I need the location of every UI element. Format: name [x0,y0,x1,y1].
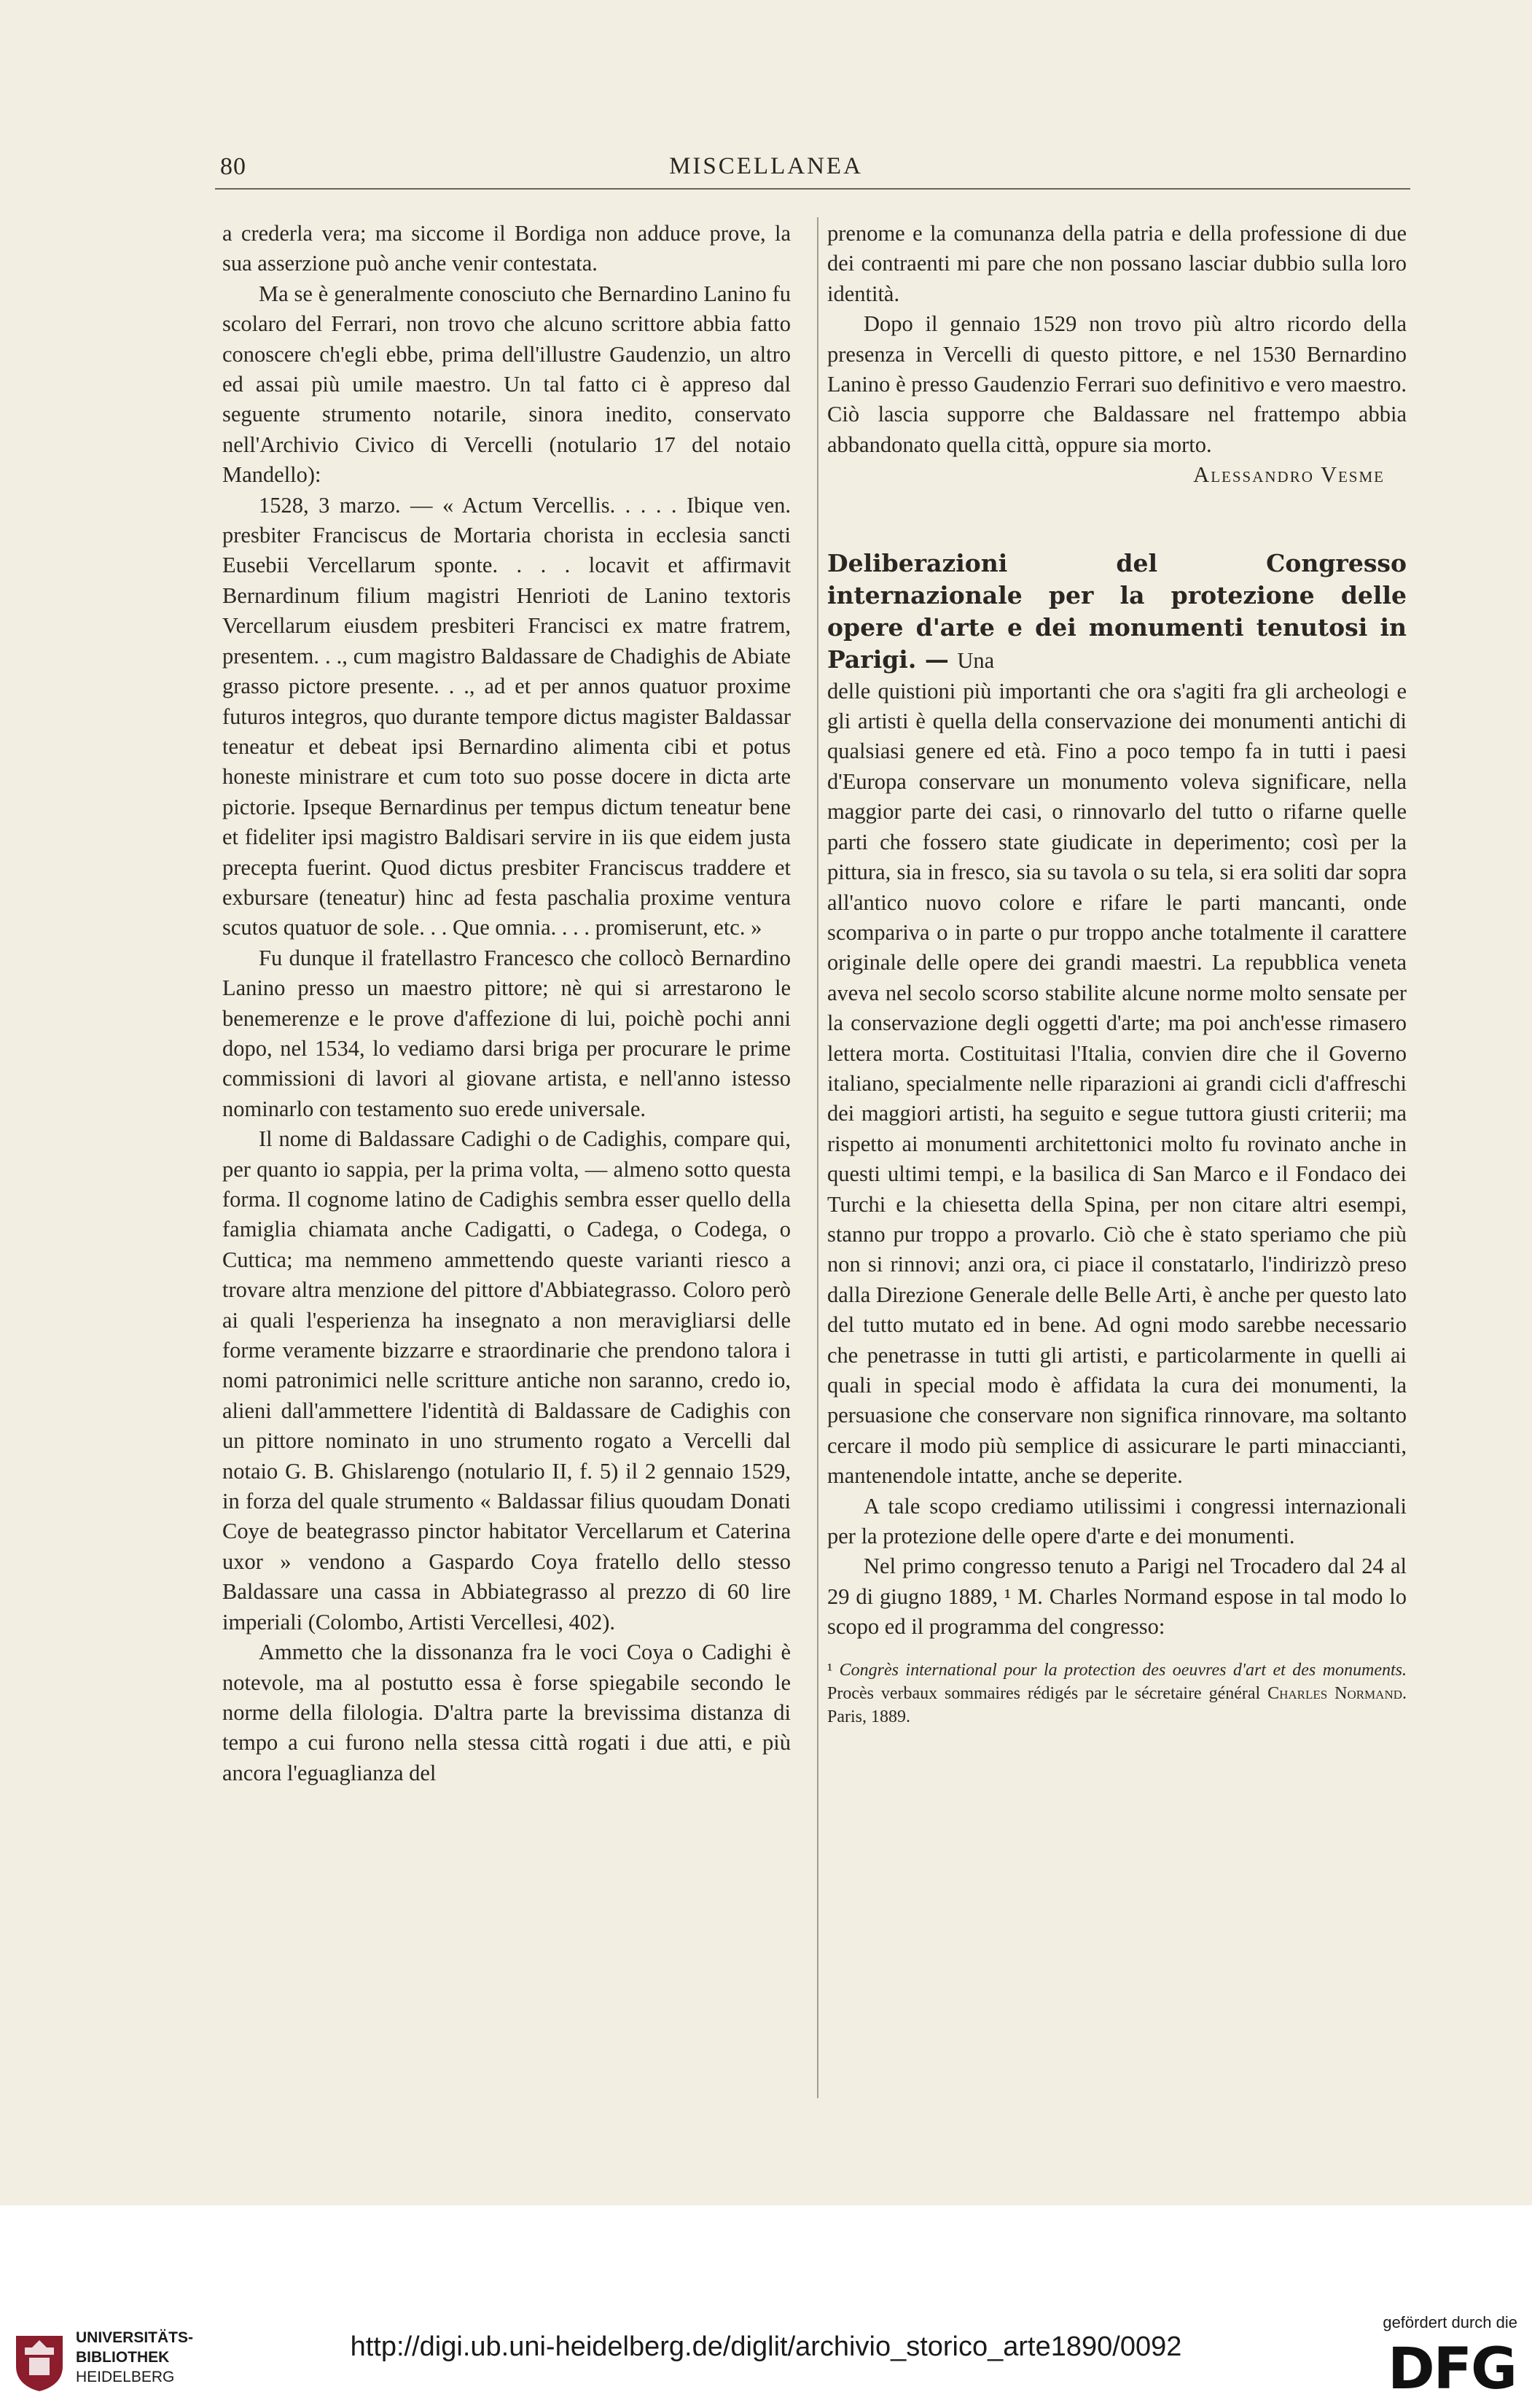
paragraph: prenome e la comunanza della patria e della professione di due dei contraenti mi pare che non possano lasciar dubbio sulla loro identità. [827,221,1407,306]
funding-caption: gefördert durch die [1383,2313,1517,2331]
paragraph: Ammetto che la dissonanza fra le voci Coya o Cadighi è notevole, ma al postutto essa è forse spiegabile secondo le norme della filologia. D'altra parte la brevissima distanza di tempo a cui furono nella stessa città rogati i due atti, e più ancora l'eguaglianza del [222,1640,791,1785]
section-title-text: Deliberazioni del Congresso internazionale per la protezione delle opere d'arte e dei monumenti tenutosi in Parigi. — [827,548,1407,674]
paragraph: Il nome di Baldassare Cadighi o de Cadighis, compare qui, per quanto io sappia, per la prima volta, — almeno sotto questa forma. Il cognome latino de Cadighis sembra esser quello della famiglia chiamata anche Cadigatti, o Cadega, o Codega, o Cuttica; ma nemmeno ammettendo queste varianti riesco a trovare altra menzione del pittore d'Abbiategrasso. Coloro però ai quali l'esperienza ha insegnato a non meravigliarsi delle forme veramente bizzarre e straordinarie che prendono talora i nomi patronimici nelle scritture antiche non saranno, credo io, alieni dall'ammettere l'identità di Baldassare de Cadighis con un pittore nominato in uno strumento rogato a Vercelli dal notaio G. B. Ghislarengo (notulario II, f. 5) il 2 gennaio 1529, in forza del quale strumento « Baldassar filius quoudam Donati Coye de beategrasso pinctor habitator Vercellarum et Caterina uxor » vendono a Gaspardo Coya fratello dello stesso Baldassare una cassa in Abbiategrasso al prezzo di 60 lire imperiali (Colombo, Artisti Vercellesi, 402). [222,1126,791,1634]
paragraph: Fu dunque il fratellastro Francesco che collocò Bernardino Lanino presso un maestro pittore; nè qui si arrestarono le benemerenze e le prove d'affezione di lui, poichè pochi anni dopo, nel 1534, lo vediamo darsi briga per procurare le prime commissioni di lavori al giovane artista, e nell'anno istesso nominarlo con testamento suo erede universale. [222,945,791,1121]
deed-quotation: 1528, 3 marzo. — « Actum Vercellis. . . . . Ibique ven. presbiter Franciscus de Mortaria chorista in ecclesia sancti Eusebii Vercellarum sponte. . . . locavit et affirmavit Bernardinum filium magistri Henrioti de Lanino textoris Vercellarum eiusdem presbiteri Francisci ex matre fratrem, presentem. . ., cum magistro Baldassare de Chadighis de Abiate grasso pictore presente. . ., ad et per annos quatuor proxime futuros integros, quo durante tempore dictus magister Baldassar teneatur et debeat ipsi Bernardino alimenta cibi et potus honeste ministrare et cum toto suo posse docere in dicta arte pictorie. Ipseque Bernardinus per tempus dictum teneatur bene et fideliter ipsi magistro Baldisari servire in iis que eidem justa precepta fuerint. Quod dictus presbiter Franciscus traddere et exbursare (teneatur) hinc ad festa paschalia proxime ventura scutos quatuor de sole. . . Que omnia. . . . promiserunt, etc. » [222,492,791,940]
library-line-1: UNIVERSITÄTS- [76,2329,194,2346]
paragraph: Ma se è generalmente conosciuto che Bernardino Lanino fu scolaro del Ferrari, non trovo che alcuno scrittore abbia fatto conoscere ch'egli ebbe, prima dell'illustre Gaudenzio, un altro ed assai più umile maestro. Un tal fatto ci è appreso dal seguente strumento notarile, sinora inedito, conservato nell'Archivio Civico di Vercelli (notulario 17 del notaio Mandello): [222,281,791,488]
footnote-title: Congrès international pour la protection des oeuvres d'art et des monuments. [839,1660,1407,1680]
column-divider [817,217,818,2098]
page-number: 80 [220,153,246,180]
footnote [827,1659,1407,1729]
header-rule [215,188,1410,190]
section-lead-word: Una [957,647,995,673]
footnote-author: Charles Normand. [1267,1683,1407,1703]
footnote-imprint: Paris, 1889. [827,1707,910,1726]
right-column [827,219,1407,1729]
footnote-marker: ¹ [827,1660,833,1680]
viewer-footer [0,2205,1532,2408]
library-line-2: BIBLIOTHEK [76,2349,170,2366]
footnote-text: Procès verbaux sommaires rédigés par le sécretaire général [827,1683,1261,1703]
library-line-3: HEIDELBERG [76,2369,175,2385]
paragraph: delle quistioni più importanti che ora s'agiti fra gli archeologi e gli artisti è quella della conservazione dei monumenti antichi di qualsiasi genere ed età. Fino a poco tempo fa in tutti i paesi d'Europa conservare un monumento voleva significare, nella maggior parte dei casi, o rinnovarlo del tutto o rifarne quelle parti che fossero state giudicate in deperimento; così per la pittura, sia in fresco, sia su tavola o su tela, si era soliti dar sopra all'antico nuovo colore e rifare le parti mancanti, onde scompariva o in parte o pur troppo anche totalmente il carattere originale delle opere dei grandi maestri. La repubblica veneta aveva nel secolo scorso stabilite alcune norme molto sensate per la conservazione degli oggetti d'arte; ma poi anch'esse rimasero lettera morta. Costituitasi l'Italia, convien dire che il Governo italiano, specialmente nelle riparazioni ai grandi cicli d'affreschi dei maggiori artisti, ha seguito e segue tuttora giusti criterii; ma rispetto ai monumenti architettonici molto fu rovinato anche in questi ultimi tempi, e la basilica di San Marco e il Fondaco dei Turchi e la chiesetta della Spina, per non citare altri esempi, stanno pur troppo a provarlo. Ciò che è stato speriamo che più non si rinnovi; anzi ora, ci piace il constatarlo, l'indirizzò preso dalla Direzione Generale delle Belle Arti, è anche per questo lato del tutto mutato ed in bene. Ad ogni modo sarebbe necessario che penetrasse in tutti gli artisti, e particolarmente in quelli ai quali in special modo è affidata la cura dei monumenti, la persuasione che conservare non significa rinnovare, ma soltanto cercare il modo più semplice di assicurare le parti minaccianti, mantenendole intatte, anche se deperite. [827,678,1407,1489]
paragraph: Nel primo congresso tenuto a Parigi nel Trocadero dal 24 al 29 di giugno 1889, ¹ M. Charles Normand espose in tal modo lo scopo ed il programma del congresso: [827,1554,1407,1640]
paragraph: Dopo il gennaio 1529 non trovo più altro ricordo della presenza in Vercelli di questo pittore, e nel 1530 Bernardino Lanino è presso Gaudenzio Ferrari suo definitivo e vero maestro. Ciò lascia supporre che Baldassare nel frattempo abbia abbandonato quella città, oppure sia morto. [827,311,1407,457]
running-head: MISCELLANEA [669,153,863,179]
author-signature: Alessandro Vesme [1193,462,1385,488]
paragraph: A tale scopo crediamo utilissimi i congressi internazionali per la protezione delle opere d'arte e dei monumenti. [827,1493,1407,1549]
dfg-logo: DFG [1387,2337,1516,2402]
section-heading [827,548,1407,677]
left-column [222,219,791,1788]
paragraph: a crederla vera; ma siccome il Bordiga non adduce prove, la sua asserzione può anche venir contestata. [222,221,791,276]
permalink-url[interactable]: http://digi.ub.uni-heidelberg.de/diglit/archivio_storico_arte1890/0092 [350,2331,1182,2362]
